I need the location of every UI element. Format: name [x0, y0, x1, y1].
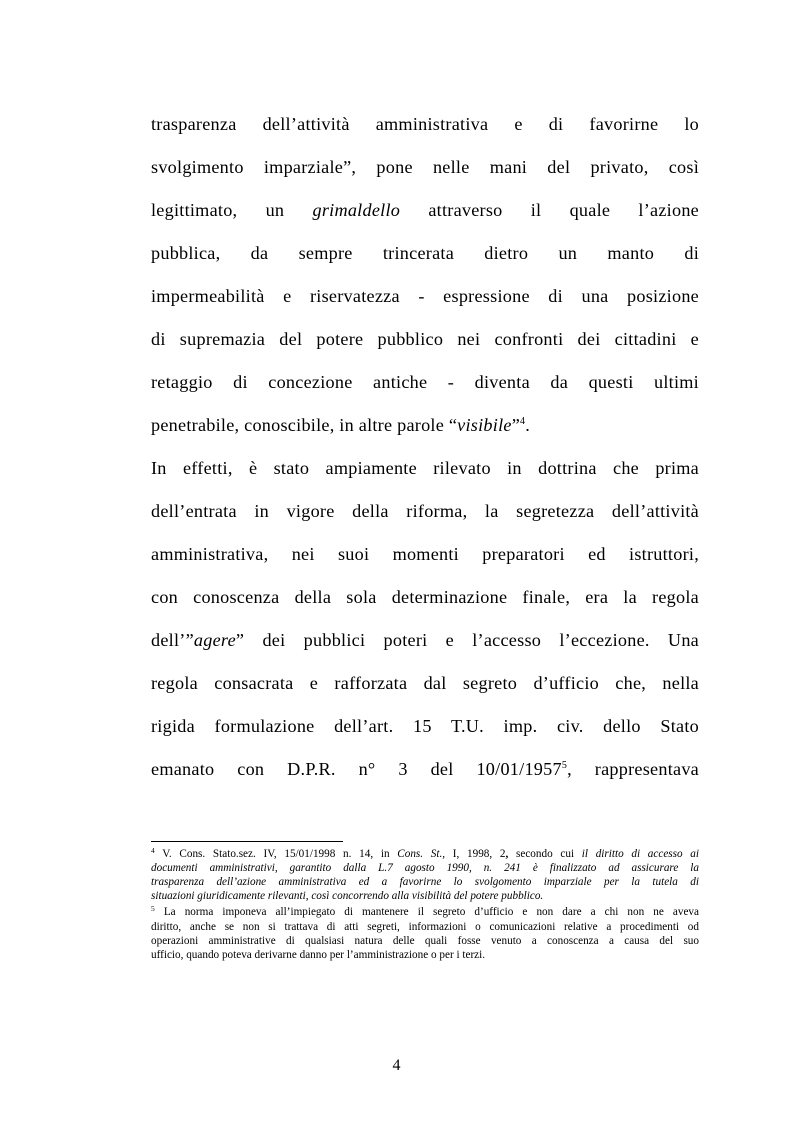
- body-line: [151, 157, 699, 178]
- text-run: penetrabile, conoscibile, in altre parole “: [151, 415, 458, 435]
- text-run: trasparenza dell’attività amministrativa e di favorirne lo: [151, 114, 699, 134]
- text-run: amministrativa, nei suoi momenti preparatori ed istruttori,: [151, 544, 699, 564]
- text-run: impermeabilità e riservatezza - espressione di una posizione: [151, 286, 699, 306]
- body-line: [151, 329, 699, 350]
- text-run: I, 1998, 2: [445, 848, 506, 860]
- text-run: attraverso il quale l’azione: [400, 200, 699, 220]
- text-run: pubblica, da sempre trincerata dietro un manto di: [151, 243, 699, 263]
- text-run: trasparenza dell’azione amministrativa ed a favorirne lo svolgomento imparziale per la tutela di: [151, 876, 699, 888]
- text-run: regola consacrata e rafforzata dal segreto d’ufficio che, nella: [151, 673, 699, 693]
- text-run: La norma imponeva all’impiegato di mantenere il segreto d’ufficio e non dare a chi non ne aveva: [154, 906, 699, 918]
- footnote-line: [151, 861, 699, 875]
- body-line: [151, 501, 699, 522]
- text-run: V. Cons. Stato.sez. IV, 15/01/1998 n. 14, in: [154, 848, 398, 860]
- text-run: dell’”: [151, 630, 194, 650]
- footnote-line: [151, 920, 699, 934]
- text-run: legittimato, un: [151, 200, 313, 220]
- footnote-line: [151, 875, 699, 889]
- body-line: [151, 200, 699, 221]
- body-line: [151, 673, 699, 694]
- body-line: [151, 372, 699, 393]
- text-run: , rappresentava: [567, 759, 700, 779]
- text-run: ,: [505, 848, 509, 860]
- text-run: agere: [193, 630, 236, 650]
- footnote-separator: [151, 841, 343, 842]
- text-run: .: [525, 415, 531, 435]
- body-line: [151, 587, 699, 608]
- body-line: [151, 630, 699, 651]
- text-run: con conoscenza della sola determinazione finale, era la regola: [151, 587, 699, 607]
- page-number: 4: [392, 1057, 401, 1074]
- text-run: diritto, anche se non si trattava di atti segreti, informazioni o comunicazioni relative a procedimenti od: [151, 921, 699, 933]
- footnote-line: [151, 847, 699, 861]
- footnote-ref: 5: [561, 760, 568, 771]
- body-line: [151, 243, 699, 264]
- text-run: ” dei pubblici poteri e l’accesso l’eccezione. Una: [235, 630, 699, 650]
- text-run: di supremazia del potere pubblico nei confronti dei cittadini e: [151, 329, 699, 349]
- footnote-line: [151, 889, 699, 903]
- footnote-line: [151, 948, 699, 962]
- text-run: il diritto di accesso ai: [581, 848, 699, 860]
- footnote-line: [151, 905, 699, 919]
- text-run: dell’entrata in vigore della riforma, la segretezza dell’attività: [151, 501, 699, 521]
- text-run: secondo cui: [508, 848, 582, 860]
- footnote-ref: 5: [151, 904, 155, 913]
- text-run: retaggio di concezione antiche - diventa da questi ultimi: [151, 372, 699, 392]
- text-run: Cons. St.,: [397, 848, 446, 860]
- text-run: In effetti, è stato ampiamente rilevato in dottrina che prima: [151, 458, 699, 478]
- text-run: ufficio, quando poteva derivarne danno per l’amministrazione o per i terzi.: [151, 949, 486, 961]
- text-run: situazioni giuridicamente rilevanti, così concorrendo alla visibilità del potere pubblico.: [151, 890, 544, 902]
- body-line: [151, 716, 699, 737]
- text-run: ”: [511, 415, 521, 435]
- body-line: [151, 544, 699, 565]
- text-run: rigida formulazione dell’art. 15 T.U. imp. civ. dello Stato: [151, 716, 699, 736]
- text-run: operazioni amministrative di qualsiasi natura delle quali fosse venuto a conoscenza a causa del suo: [151, 935, 699, 947]
- text-run: emanato con D.P.R. n° 3 del 10/01/1957: [151, 759, 562, 779]
- text-run: visibile: [457, 415, 512, 435]
- text-run: documenti amministrativi, garantito dalla L.7 agosto 1990, n. 241 è finalizzato ad assicurare la: [151, 862, 699, 874]
- text-run: svolgimento imparziale”, pone nelle mani del privato, così: [151, 157, 699, 177]
- body-line: [151, 458, 699, 479]
- footnote-line: [151, 934, 699, 948]
- body-line: [151, 286, 699, 307]
- body-line: [151, 114, 699, 135]
- footnote-ref: 4: [151, 846, 155, 855]
- footnote-ref: 4: [520, 416, 526, 427]
- body-line: [151, 759, 699, 780]
- text-run: grimaldello: [312, 200, 401, 220]
- body-line: [151, 415, 699, 436]
